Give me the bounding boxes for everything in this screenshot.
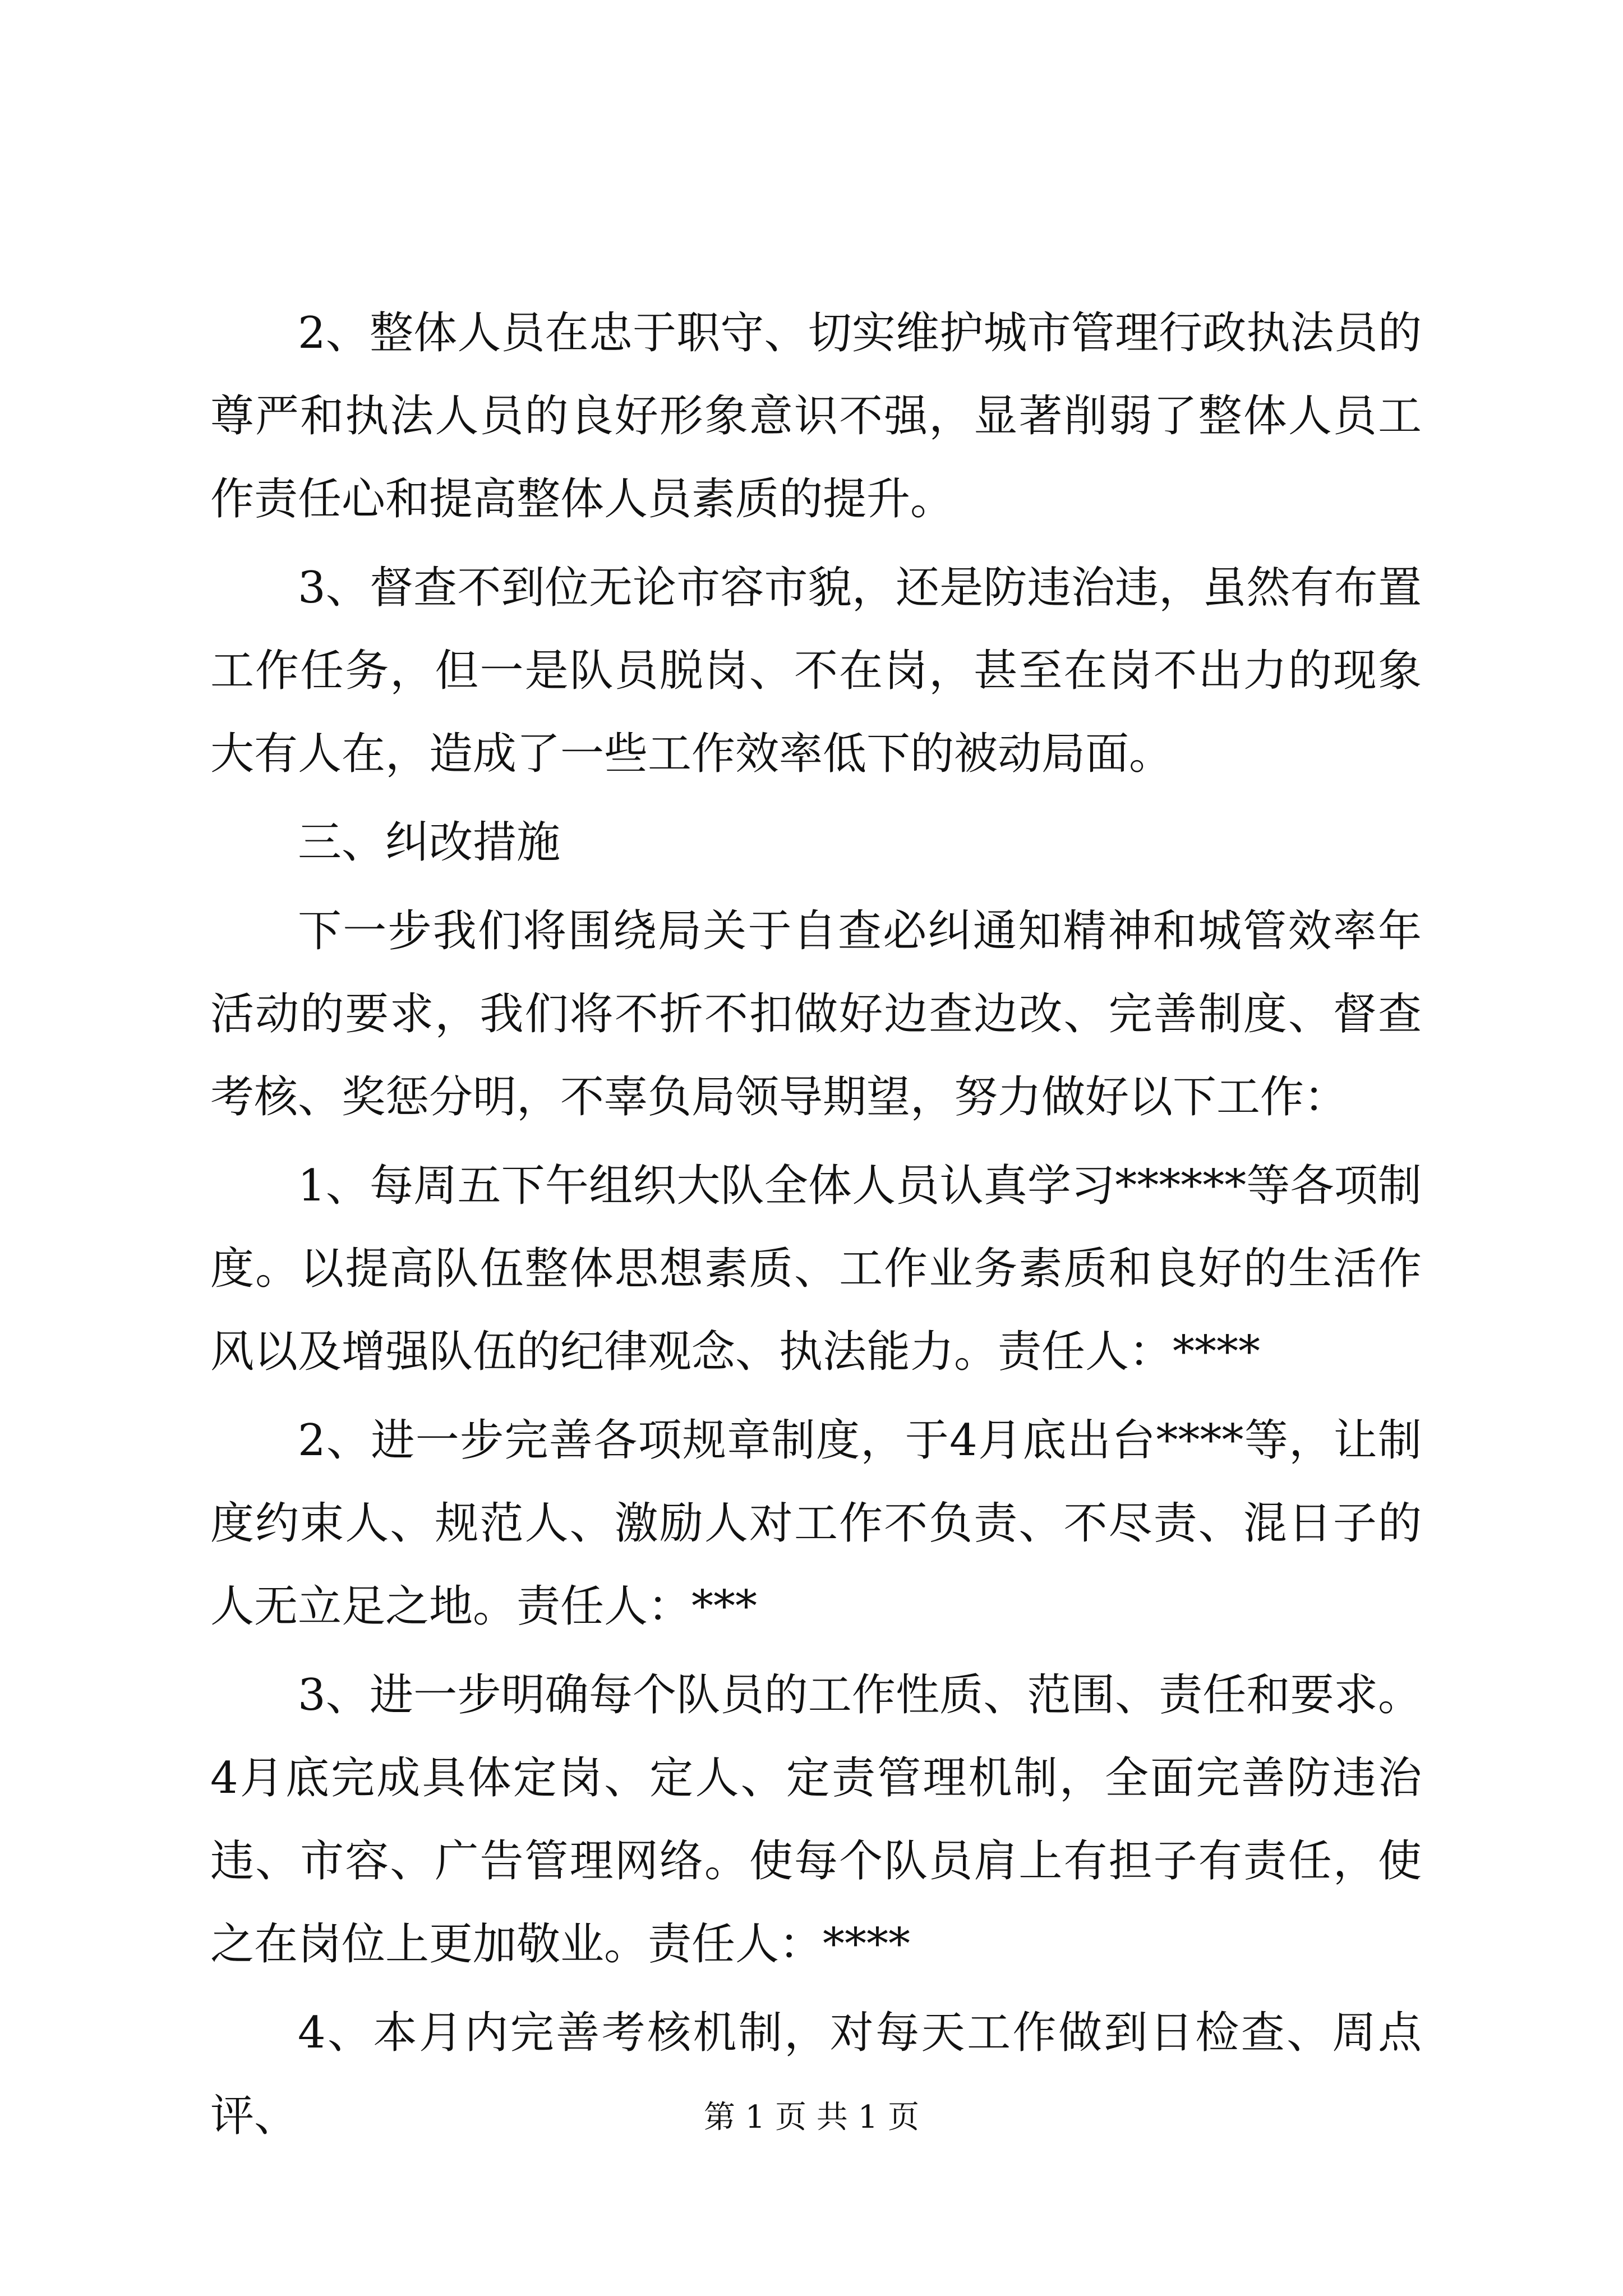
paragraph-measure-3: 3、进一步明确每个队员的工作性质、范围、责任和要求。4月底完成具体定岗、定人、定责管理机制，全面完善防违治违、市容、广告管理网络。使每个队员肩上有担子有责任，使之在岗位上更加敬业。责任人：****: [210, 1670, 1422, 1970]
page-number-label: 第 1 页 共 1 页: [703, 2099, 920, 2136]
paragraph-measure-2: 2、进一步完善各项规章制度，于4月底出台****等，让制度约束人、规范人、激励人对工作不负责、不尽责、混日子的人无立足之地。责任人：***: [210, 1415, 1422, 1632]
paragraph-measure-1: 1、每周五下午组织大队全体人员认真学习******等各项制度。以提高队伍整体思想素质、工作业务素质和良好的生活作风以及增强队伍的纪律观念、执法能力。责任人：****: [210, 1161, 1422, 1377]
paragraph-measure-4: 4、本月内完善考核机制，对每天工作做到日检查、周点评、: [210, 2008, 1422, 2141]
paragraph-intro-next-steps: 下一步我们将围绕局关于自查必纠通知精神和城管效率年活动的要求，我们将不折不扣做好边查边改、完善制度、督查考核、奖惩分明，不辜负局领导期望，努力做好以下工作：: [210, 906, 1422, 1122]
page-footer: [0, 2095, 1623, 2140]
paragraph-item-2: 2、整体人员在忠于职守、切实维护城市管理行政执法员的尊严和执法人员的良好形象意识不强，显著削弱了整体人员工作责任心和提高整体人员素质的提升。: [210, 308, 1422, 524]
document-body: [210, 292, 1422, 2163]
paragraph-item-3-supervision: 3、督查不到位无论市容市貌，还是防违治违，虽然有布置工作任务，但一是队员脱岗、不在岗，甚至在岗不出力的现象大有人在，造成了一些工作效率低下的被动局面。: [210, 563, 1422, 779]
section-heading-corrective-measures: 三、纠改措施: [298, 817, 561, 868]
